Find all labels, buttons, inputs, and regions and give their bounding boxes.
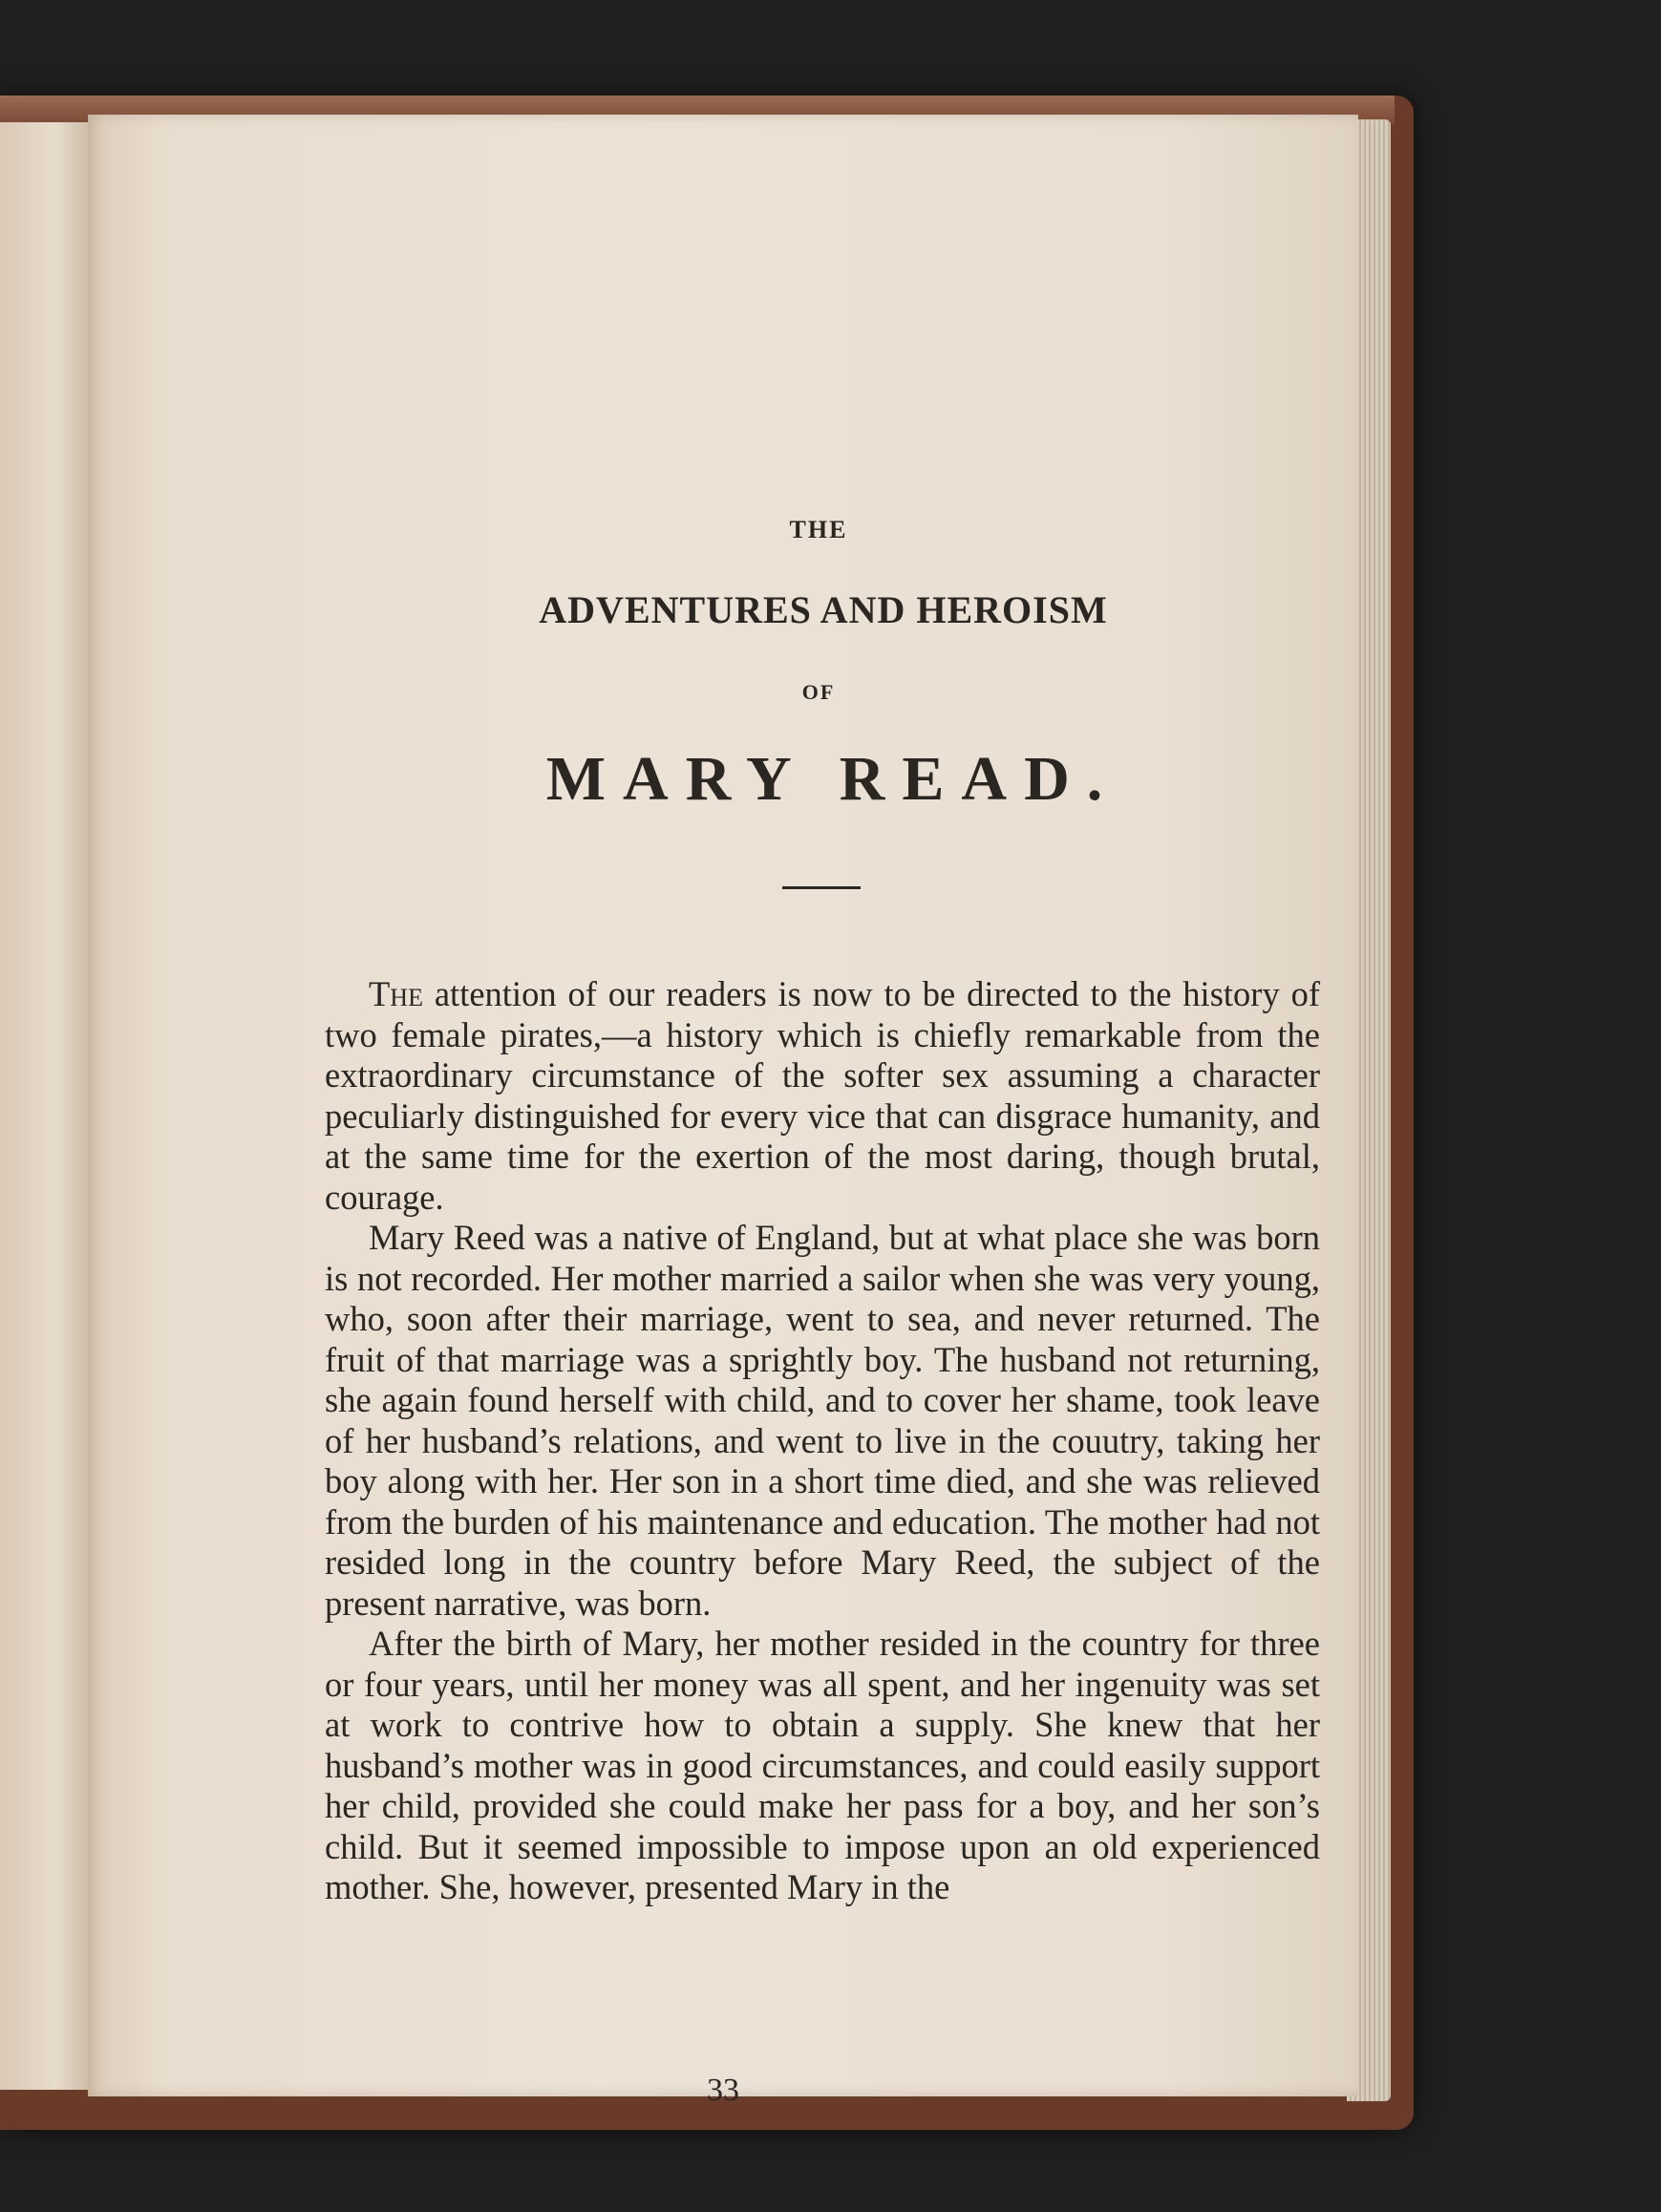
body-text [325, 974, 1320, 1908]
paragraph-2: Mary Reed was a native of England, but at what place she was born is not recorded. Her mother married a sailor when she was very young, who, soon after their marriage, went to sea, and never returned. The fruit of that marriage was a sprightly boy. The husband not returning, she again found herself with child, and to cover her shame, took leave of her husband’s relations, and went to live in the couutry, taking her boy along with her. Her son in a short time died, and she was relieved from the burden of his maintenance and education. The mother had not resided long in the country before Mary Reed, the subject of the present narrative, was born. [325, 1218, 1320, 1623]
heading-the: THE [789, 516, 848, 543]
divider-rule [782, 886, 861, 889]
book-page [88, 115, 1358, 2108]
heading-of: OF [801, 680, 836, 704]
facing-page-edge [0, 122, 94, 2090]
paragraph-3: After the birth of Mary, her mother resided in the country for three or four years, until her money was all spent, and her ingenuity was set at work to contrive how to obtain a supply. She knew that her husband’s mother was in good circumstances, and could easily support her child, provided she could make her pass for a boy, and her son’s child. But it seemed impossible to impose upon an old experienced mother. She, however, presented Mary in the [325, 1624, 1320, 1906]
paragraph-1 [325, 974, 1320, 1218]
paragraph-1-lead: The [369, 974, 423, 1013]
heading-name: MARY READ. [545, 744, 1120, 814]
paragraph-1-text: attention of our readers is now to be directed to the history of two female pirates,—a history which is chiefly remarkable from the extraordinary circumstance of the softer sex assuming a character peculiarly distinguished for every vice that can disgrace humanity, and at the same time for the exertion of the most daring, though brutal, courage. [325, 974, 1320, 1217]
heading-title: ADVENTURES AND HEROISM [539, 588, 1108, 631]
page-number: 33 [707, 2073, 739, 2108]
